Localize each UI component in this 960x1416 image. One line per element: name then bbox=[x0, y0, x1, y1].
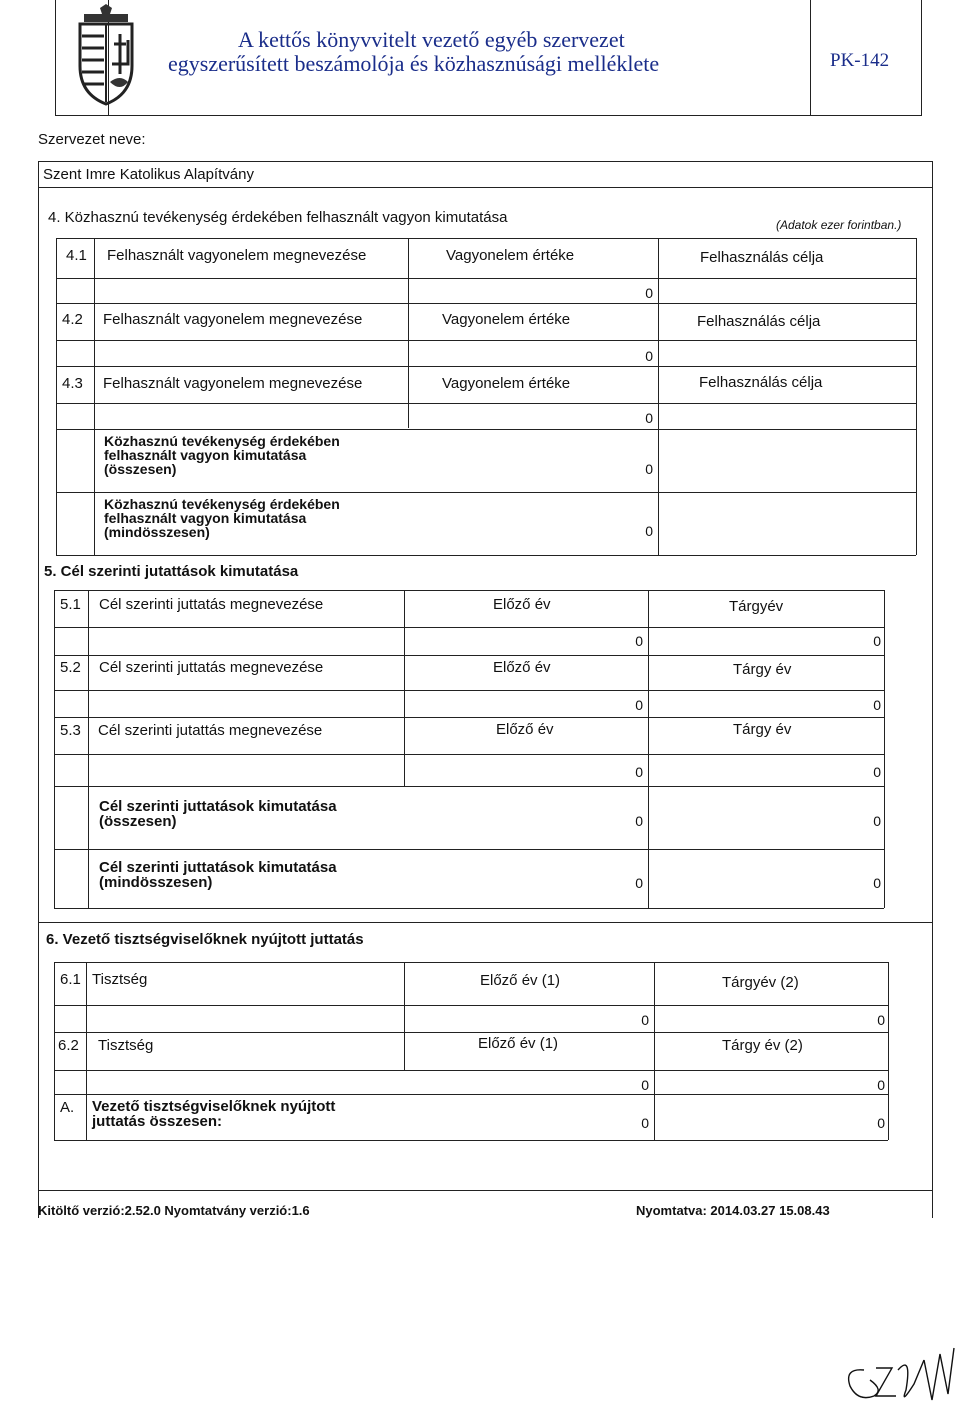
s4-line bbox=[56, 492, 916, 493]
section4-total-line3: (összesen) bbox=[104, 461, 177, 477]
s4-vline bbox=[94, 238, 95, 555]
section6-total-prev: 0 bbox=[641, 1115, 649, 1131]
s4-vline bbox=[408, 238, 409, 428]
section6-total-num: A. bbox=[60, 1099, 75, 1116]
s4-vline bbox=[658, 238, 659, 555]
section4-total-line1: Közhasznú tevékenység érdekében bbox=[104, 433, 340, 449]
s4-line bbox=[56, 403, 916, 404]
row-4-3-value: 0 bbox=[645, 410, 653, 426]
row-6-1-prev-value: 0 bbox=[641, 1012, 649, 1028]
row-5-3-num: 5.3 bbox=[60, 722, 81, 739]
section4-total-line2: felhasznált vagyon kimutatása bbox=[104, 447, 307, 463]
row-5-1-name-header: Cél szerinti juttatás megnevezése bbox=[99, 596, 324, 613]
section4-grand-total-line3: (mindösszesen) bbox=[104, 524, 210, 540]
row-6-2-num: 6.2 bbox=[58, 1037, 79, 1054]
row-5-2-name-header: Cél szerinti juttatás megnevezése bbox=[99, 659, 324, 676]
row-4-2-purpose-header: Felhasználás célja bbox=[697, 313, 821, 330]
row-5-1-num: 5.1 bbox=[60, 596, 81, 613]
s5-vline bbox=[648, 590, 649, 908]
row-4-2-value-header: Vagyonelem értéke bbox=[442, 311, 571, 328]
section6-total-line2: juttatás összesen: bbox=[92, 1113, 223, 1130]
row-4-2-name-header: Felhasznált vagyonelem megnevezése bbox=[103, 311, 363, 328]
form-title bbox=[168, 28, 659, 76]
s4-line bbox=[56, 278, 916, 279]
row-5-2-prev-value: 0 bbox=[635, 697, 643, 713]
row-5-2-prev-header: Előző év bbox=[493, 659, 551, 676]
row-6-2-curr-value: 0 bbox=[877, 1077, 885, 1093]
s4-line bbox=[56, 555, 916, 556]
section4-title: 4. Közhasznú tevékenység érdekében felhasznált vagyon kimutatása bbox=[48, 209, 508, 226]
section4-total-label bbox=[104, 434, 340, 476]
section5-grand-total-prev: 0 bbox=[635, 875, 643, 891]
row-4-1-num: 4.1 bbox=[66, 247, 87, 264]
s6-vline bbox=[404, 962, 405, 1070]
row-5-1-curr-header: Tárgyév bbox=[729, 598, 784, 615]
row-6-2-prev-value: 0 bbox=[641, 1077, 649, 1093]
s6-line bbox=[54, 962, 888, 963]
org-field-edge bbox=[932, 161, 933, 188]
row-5-3-curr-value: 0 bbox=[873, 764, 881, 780]
s4-line bbox=[56, 303, 916, 304]
row-4-2-value: 0 bbox=[645, 348, 653, 364]
row-6-1-curr-header: Tárgyév (2) bbox=[722, 974, 799, 991]
s5-line bbox=[54, 717, 884, 718]
s5-vline bbox=[88, 590, 89, 908]
s5-line bbox=[54, 754, 884, 755]
row-6-1-prev-header: Előző év (1) bbox=[480, 972, 561, 989]
outer-bottom-border bbox=[38, 1190, 933, 1191]
row-4-1-purpose-header: Felhasználás célja bbox=[700, 249, 824, 266]
row-4-3-num: 4.3 bbox=[62, 375, 83, 392]
s4-line bbox=[56, 238, 916, 239]
s6-vline bbox=[86, 962, 87, 1140]
row-4-1-name-header: Felhasznált vagyonelem megnevezése bbox=[107, 247, 367, 264]
section5-total-label bbox=[99, 799, 337, 829]
s6-line bbox=[54, 1032, 888, 1033]
row-5-1-prev-value: 0 bbox=[635, 633, 643, 649]
row-6-1-title-header: Tisztség bbox=[92, 971, 148, 988]
s4-line bbox=[56, 366, 916, 367]
row-4-3-value-header: Vagyonelem értéke bbox=[442, 375, 571, 392]
row-4-3-purpose-header: Felhasználás célja bbox=[699, 374, 823, 391]
section6-total-label bbox=[92, 1099, 335, 1129]
section5-grand-total-label bbox=[99, 860, 337, 890]
s5-vline bbox=[884, 590, 885, 908]
form-title-line1: A kettős könyvvitelt vezető egyéb szervezet bbox=[238, 27, 625, 52]
s5-line bbox=[54, 627, 884, 628]
row-6-2-title-header: Tisztség bbox=[98, 1037, 154, 1054]
row-5-3-prev-value: 0 bbox=[635, 764, 643, 780]
s4-line bbox=[56, 429, 916, 430]
s4-vline bbox=[56, 238, 57, 555]
s5-vline bbox=[404, 590, 405, 786]
s6-line bbox=[54, 1005, 888, 1006]
s6-line bbox=[54, 1094, 888, 1095]
section5-grand-total-line1: Cél szerinti juttatások kimutatása bbox=[99, 859, 337, 876]
footer-printed: Nyomtatva: 2014.03.27 15.08.43 bbox=[636, 1203, 830, 1218]
section5-grand-total-line2: (mindösszesen) bbox=[99, 874, 213, 891]
section6-total-line1: Vezető tisztségviselőknek nyújtott bbox=[92, 1098, 336, 1115]
s5-line bbox=[54, 590, 884, 591]
row-4-1-value-header: Vagyonelem értéke bbox=[446, 247, 575, 264]
form-code: PK-142 bbox=[830, 50, 890, 71]
s5-line bbox=[54, 655, 884, 656]
outer-right-border bbox=[932, 188, 933, 1218]
row-5-3-prev-header: Előző év bbox=[496, 721, 554, 738]
section5-total-line1: Cél szerinti juttatások kimutatása bbox=[99, 798, 337, 815]
row-5-2-num: 5.2 bbox=[60, 659, 81, 676]
section4-grand-total-line1: Közhasznú tevékenység érdekében bbox=[104, 496, 340, 512]
header-divider-right bbox=[810, 0, 811, 116]
s5-vline bbox=[54, 590, 55, 908]
row-5-1-curr-value: 0 bbox=[873, 633, 881, 649]
row-5-2-curr-header: Tárgy év bbox=[733, 661, 792, 678]
form-title-line2: egyszerűsített beszámolója és közhasznúsági melléklete bbox=[168, 51, 660, 76]
row-5-3-name-header: Cél szerinti jutattás megnevezése bbox=[98, 722, 323, 739]
s5-line bbox=[54, 690, 884, 691]
section6-title: 6. Vezető tisztségviselőknek nyújtott juttatás bbox=[46, 931, 364, 948]
row-4-3-name-header: Felhasznált vagyonelem megnevezése bbox=[103, 375, 363, 392]
s6-vline bbox=[654, 962, 655, 1140]
s6-vline bbox=[888, 962, 889, 1140]
section6-total-curr: 0 bbox=[877, 1115, 885, 1131]
footer-version: Kitöltő verzió:2.52.0 Nyomtatvány verzió:1.6 bbox=[38, 1203, 310, 1218]
s5-line bbox=[54, 849, 884, 850]
section5-total-curr: 0 bbox=[873, 813, 881, 829]
row-4-1-value: 0 bbox=[645, 285, 653, 301]
row-6-1-curr-value: 0 bbox=[877, 1012, 885, 1028]
s4-vline bbox=[916, 238, 917, 555]
row-4-2-num: 4.2 bbox=[62, 311, 83, 328]
s5-line bbox=[54, 786, 884, 787]
section5-total-line2: (összesen) bbox=[99, 813, 177, 830]
section6-top-border bbox=[38, 922, 933, 923]
s5-line bbox=[54, 908, 884, 909]
s6-vline bbox=[54, 962, 55, 1140]
row-5-2-curr-value: 0 bbox=[873, 697, 881, 713]
org-name: Szent Imre Katolikus Alapítvány bbox=[43, 166, 254, 183]
coat-of-arms-icon bbox=[70, 4, 142, 106]
section4-grand-total-line2: felhasznált vagyon kimutatása bbox=[104, 510, 307, 526]
section4-total-value: 0 bbox=[645, 461, 653, 477]
s4-line bbox=[56, 340, 916, 341]
s6-line bbox=[54, 1140, 888, 1141]
row-5-3-curr-header: Tárgy év bbox=[733, 721, 792, 738]
section5-title: 5. Cél szerinti jutattások kimutatása bbox=[44, 563, 299, 580]
row-6-2-prev-header: Előző év (1) bbox=[478, 1035, 559, 1052]
unit-note: (Adatok ezer forintban.) bbox=[776, 218, 902, 232]
s6-line bbox=[54, 1070, 888, 1071]
section5-grand-total-curr: 0 bbox=[873, 875, 881, 891]
section4-grand-total-label bbox=[104, 497, 340, 539]
row-5-1-prev-header: Előző év bbox=[493, 596, 551, 613]
row-6-1-num: 6.1 bbox=[60, 971, 81, 988]
org-label: Szervezet neve: bbox=[38, 131, 146, 148]
row-6-2-curr-header: Tárgy év (2) bbox=[722, 1037, 803, 1054]
section4-grand-total-value: 0 bbox=[645, 523, 653, 539]
signature-icon bbox=[840, 1340, 958, 1412]
section5-total-prev: 0 bbox=[635, 813, 643, 829]
outer-left-border bbox=[38, 188, 39, 1218]
